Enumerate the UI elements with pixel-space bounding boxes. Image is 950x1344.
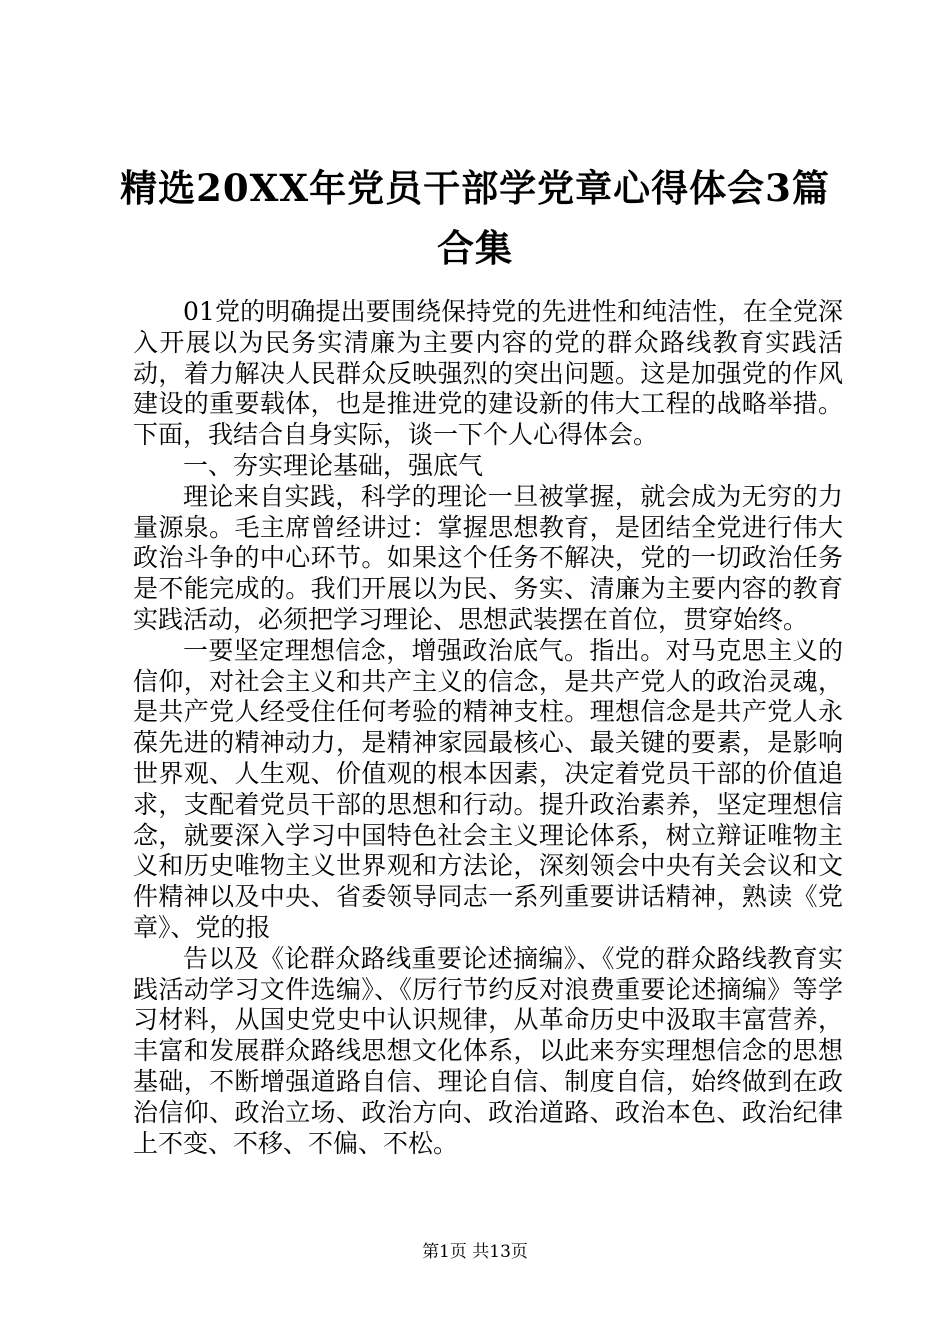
document-body <box>133 297 843 1159</box>
paragraph-intro: 01党的明确提出要围绕保持党的先进性和纯洁性，在全党深入开展以为民务实清廉为主要内容的党的群众路线教育实践活动，着力解决人民群众反映强烈的突出问题。这是加强党的作风建设的重要载体，也是推进党的建设新的伟大工程的战略举措。下面，我结合自身实际，谈一下个人心得体会。 <box>133 297 843 450</box>
paragraph-study-materials: 告以及《论群众路线重要论述摘编》、《党的群众路线教育实践活动学习文件选编》、《厉行节约反对浪费重要论述摘编》等学习材料，从国史党史中认识规律，从革命历史中汲取丰富营养，丰富和发展群众路线思想文化体系，以此来夯实理想信念的思想基础，不断增强道路自信、理论自信、制度自信，始终做到在政治信仰、政治立场、政治方向、政治道路、政治本色、政治纪律上不变、不移、不偏、不松。 <box>133 943 843 1158</box>
document-title: 精选20XX年党员干部学党章心得体会3篇合集 <box>120 166 830 270</box>
section-heading-1: 一、夯实理论基础，强底气 <box>183 450 484 480</box>
page-number-footer: 第1页 共13页 <box>422 1242 528 1262</box>
paragraph-ideals: 一要坚定理想信念，增强政治底气。指出。对马克思主义的信仰，对社会主义和共产主义的信念，是共产党人的政治灵魂，是共产党人经受住任何考验的精神支柱。理想信念是共产党人永葆先进的精神动力，是精神家园最核心、最关键的要素，是影响世界观、人生观、价值观的根本因素，决定着党员干部的价值追求，支配着党员干部的思想和行动。提升政治素养，坚定理想信念，就要深入学习中国特色社会主义理论体系，树立辩证唯物主义和历史唯物主义世界观和方法论，深刻领会中央有关会议和文件精神以及中央、省委领导同志一系列重要讲话精神，熟读《党章》、党的报 <box>133 635 843 942</box>
paragraph-theory: 理论来自实践，科学的理论一旦被掌握，就会成为无穷的力量源泉。毛主席曾经讲过：掌握思想教育，是团结全党进行伟大政治斗争的中心环节。如果这个任务不解决，党的一切政治任务是不能完成的。我们开展以为民、务实、清廉为主要内容的教育实践活动，必须把学习理论、思想武装摆在首位，贯穿始终。 <box>133 481 843 634</box>
